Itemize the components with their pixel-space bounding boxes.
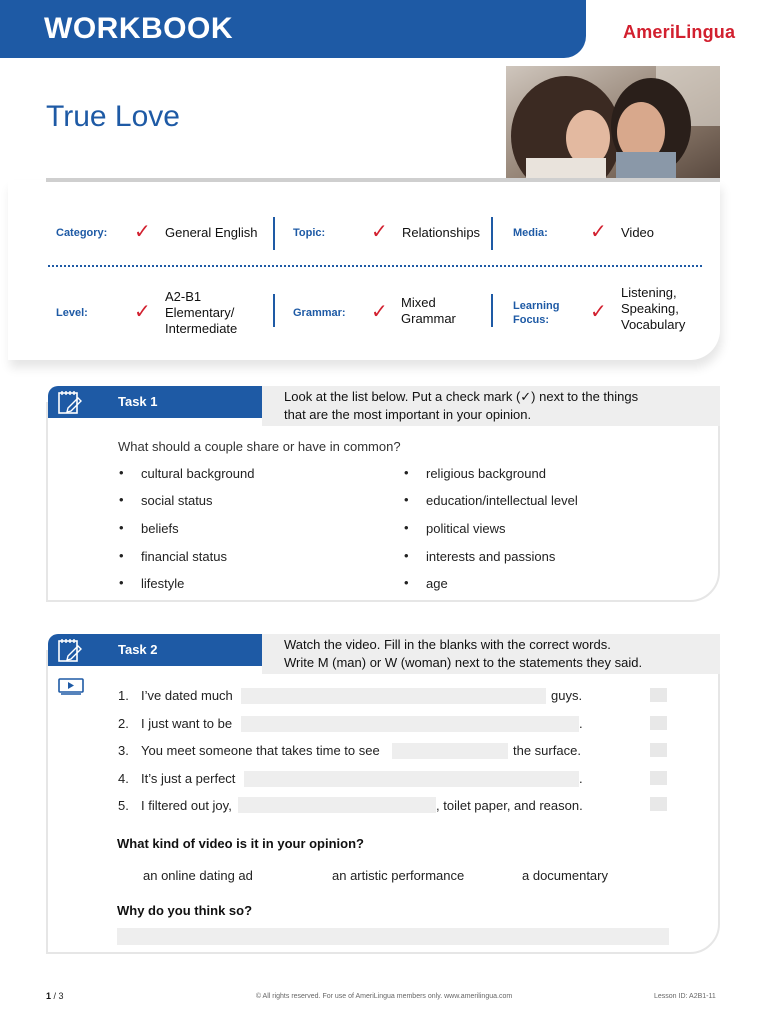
check-icon: ✓ — [590, 221, 607, 243]
task1-instruction — [262, 386, 720, 426]
check-icon: ✓ — [371, 221, 388, 243]
list-item: • cultural background — [141, 466, 254, 481]
statement-text: I’ve dated much — [141, 688, 233, 703]
check-icon: ✓ — [371, 301, 388, 323]
statement-text: guys. — [551, 688, 583, 703]
list-item: • education/intellectual level — [426, 493, 578, 508]
lesson-id: Lesson ID: A2B1-11 — [654, 993, 716, 1000]
task2-instruction — [262, 634, 720, 674]
workbook-title: WORKBOOK — [44, 12, 233, 45]
instruction-line: Write M (man) or W (woman) next to the statements they said. — [284, 655, 643, 670]
speaker-box[interactable] — [650, 797, 667, 811]
blank-field[interactable] — [244, 771, 579, 787]
page-title: True Love — [46, 100, 180, 133]
grammar-label: Grammar: — [293, 307, 346, 319]
divider — [48, 265, 702, 267]
grammar-line: Mixed — [401, 295, 436, 310]
couple-photo — [506, 66, 720, 178]
topic-label: Topic: — [293, 227, 326, 239]
blank-field[interactable] — [241, 688, 546, 704]
copyright: © All rights reserved. For use of AmeriLingua members only. www.amerilingua.com — [255, 993, 513, 1000]
brand-logo — [623, 22, 735, 43]
level-value — [165, 289, 237, 337]
statement-number: 1. — [118, 688, 129, 703]
statement-text: I just want to be — [141, 716, 233, 731]
label-line: Focus: — [513, 314, 550, 326]
topic-value: Relationships — [402, 225, 481, 240]
blank-field[interactable] — [238, 797, 436, 813]
list-item: • financial status — [141, 549, 227, 564]
statement-text: , toilet paper, and reason. — [436, 798, 583, 813]
divider — [491, 217, 493, 250]
grammar-value — [401, 295, 456, 327]
learning-focus-label — [513, 299, 559, 327]
category-label: Category: — [56, 227, 108, 239]
statement-number: 3. — [118, 743, 129, 758]
blank-field[interactable] — [241, 716, 579, 732]
grammar-line: Grammar — [401, 311, 456, 326]
speaker-box[interactable] — [650, 771, 667, 785]
check-icon: ✓ — [590, 301, 607, 323]
speaker-box[interactable] — [650, 743, 667, 757]
answer-field[interactable] — [117, 928, 669, 945]
page-current: 1 — [46, 991, 52, 1001]
option-artistic-performance[interactable]: an artistic performance — [332, 868, 465, 883]
media-value: Video — [621, 225, 655, 240]
statement-text: I filtered out joy, — [141, 798, 232, 813]
list-item: • political views — [426, 521, 505, 536]
instruction-line: that are the most important in your opinion. — [284, 407, 532, 422]
statement-text: . — [579, 716, 583, 731]
list-item: • age — [426, 576, 448, 591]
statement-text: You meet someone that takes time to see — [141, 743, 380, 758]
list-item: • social status — [141, 493, 213, 508]
label-line: Learning — [513, 300, 560, 312]
page-total: / 3 — [51, 991, 64, 1001]
list-item: • beliefs — [141, 521, 179, 536]
lesson-info-card — [8, 180, 720, 360]
level-line: Elementary/ — [165, 305, 235, 320]
statement-text: It’s just a perfect — [141, 771, 236, 786]
option-online-dating-ad[interactable]: an online dating ad — [143, 868, 253, 883]
instruction-line: Look at the list below. Put a check mark (✓) next to the things — [284, 389, 639, 404]
why-question: Why do you think so? — [117, 903, 253, 918]
option-documentary[interactable]: a documentary — [522, 868, 608, 883]
divider — [491, 294, 493, 327]
task1-tab — [48, 386, 262, 418]
task1-title: Task 1 — [118, 394, 158, 409]
focus-line: Listening, — [621, 285, 677, 300]
notepad-icon — [56, 388, 84, 421]
divider — [273, 294, 275, 327]
list-item: • lifestyle — [141, 576, 184, 591]
level-line: Intermediate — [165, 321, 238, 336]
focus-line: Vocabulary — [621, 317, 686, 332]
speaker-box[interactable] — [650, 688, 667, 702]
statement-number: 4. — [118, 771, 129, 786]
divider — [46, 178, 720, 182]
focus-line: Speaking, — [621, 301, 679, 316]
divider — [273, 217, 275, 250]
list-item: • religious background — [426, 466, 546, 481]
video-icon — [58, 678, 84, 700]
statement-text: the surface. — [513, 743, 581, 758]
list-item: • interests and passions — [426, 549, 555, 564]
task1-question: What should a couple share or have in common? — [118, 439, 401, 454]
task2-title: Task 2 — [118, 642, 158, 657]
statement-text: . — [579, 771, 583, 786]
brand-name: AmeriLingua — [623, 22, 736, 42]
category-value: General English — [165, 225, 258, 240]
notepad-icon — [56, 636, 84, 669]
level-line: A2-B1 — [165, 289, 202, 304]
check-icon: ✓ — [134, 301, 151, 323]
instruction-line: Watch the video. Fill in the blanks with the correct words. — [284, 637, 611, 652]
statement-number: 5. — [118, 798, 129, 813]
statement-number: 2. — [118, 716, 129, 731]
blank-field[interactable] — [392, 743, 508, 759]
check-icon: ✓ — [134, 221, 151, 243]
level-label: Level: — [56, 307, 88, 319]
speaker-box[interactable] — [650, 716, 667, 730]
media-label: Media: — [513, 227, 548, 239]
task2-tab — [48, 634, 262, 666]
learning-focus-value — [621, 285, 685, 333]
video-type-question: What kind of video is it in your opinion? — [117, 836, 364, 851]
